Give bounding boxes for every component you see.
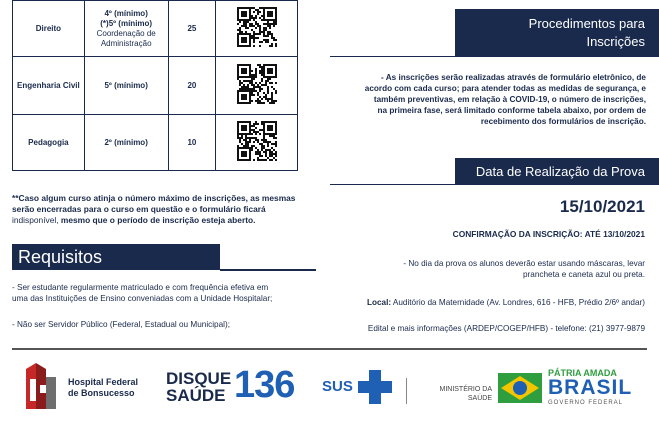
course-name: Engenharia Civil xyxy=(13,57,85,115)
disque-saude-logo xyxy=(166,364,306,410)
hospital-name: Hospital Federal xyxy=(68,377,139,387)
hospital-name: de Bonsucesso xyxy=(68,388,135,398)
heading-line: Inscrições xyxy=(586,34,645,49)
slots-cell: 25 xyxy=(168,1,216,57)
brazil-flag-icon xyxy=(498,373,542,403)
instruction-line: prancheta e caneta azul ou preta. xyxy=(523,270,645,279)
procedimentos-line: acordo com cada curso; para atender todas as medidas de segurança, e xyxy=(364,84,646,93)
procedimentos-line: - As inscrições serão realizadas através de formulário eletrônico, de xyxy=(381,73,646,82)
semester-line: (*)5º (mínimo) xyxy=(100,18,153,28)
hospital-logo xyxy=(22,359,162,415)
sus-text: SUS xyxy=(322,378,353,395)
course-name: Direito xyxy=(13,1,85,57)
requisitos-rule xyxy=(220,269,316,271)
semester-line: 4º (mínimo) xyxy=(104,8,148,18)
requisito-line: uma das Instituições de Ensino conveniadas com a Unidade Hospitalar; xyxy=(12,294,273,303)
procedimentos-rule xyxy=(330,56,455,57)
location-label: Local: xyxy=(366,298,392,307)
qr-code-icon[interactable] xyxy=(237,121,277,161)
contact-info: Edital e mais informações (ARDEP/COGEP/HFB) - telefone: (21) 3977-9879 xyxy=(367,324,645,333)
disque-number: 136 xyxy=(234,364,295,406)
qr-code-icon[interactable] xyxy=(237,7,277,47)
footer-divider xyxy=(12,348,647,350)
procedimentos-heading xyxy=(455,9,659,57)
requisito-item xyxy=(12,282,272,304)
semester-line: Administração xyxy=(100,38,152,48)
vertical-separator xyxy=(406,378,407,404)
exam-location xyxy=(367,297,645,308)
table-row xyxy=(13,115,298,171)
slots-cell: 10 xyxy=(168,115,216,171)
requisito-item: - Não ser Servidor Público (Federal, Estadual ou Municipal); xyxy=(12,320,230,329)
instruction-line: - No dia da prova os alunos deverão estar usando máscaras, levar xyxy=(403,259,645,268)
patria-text: PÁTRIA AMADA xyxy=(548,368,617,378)
exam-date: 15/10/2021 xyxy=(559,197,645,216)
confirmation-deadline: CONFIRMAÇÃO DA INSCRIÇÃO: ATÉ 13/10/2021 xyxy=(452,229,645,239)
course-name: Pedagogia xyxy=(13,115,85,171)
qr-cell xyxy=(216,57,298,115)
ministerio-text: SAÚDE xyxy=(467,395,492,402)
plus-cross-icon xyxy=(358,370,392,404)
requisito-line: - Ser estudante regularmente matriculado e com frequência efetiva em xyxy=(12,283,269,292)
prova-heading: Data de Realização da Prova xyxy=(455,158,659,185)
slots-cell: 20 xyxy=(168,57,216,115)
semester-cell: 5º (mínimo) xyxy=(84,57,168,115)
note-line xyxy=(12,215,312,226)
note-emphasis: mesmo que o período de inscrição esteja aberto. xyxy=(60,215,256,225)
procedimentos-line: recebimento dos formulários de inscrição. xyxy=(480,117,646,126)
procedimentos-text xyxy=(330,72,646,127)
ministerio-logo xyxy=(418,385,492,403)
sus-logo xyxy=(322,368,398,408)
courses-table xyxy=(12,0,298,171)
note-line: serão encerradas para o curso em questão e o formulário ficará xyxy=(12,204,266,214)
governo-federal-logo xyxy=(498,366,648,410)
requisitos-heading: Requisitos xyxy=(12,244,220,270)
procedimentos-line: na primeira fase, será limitado conforme tabela abaixo, por ordem de xyxy=(377,106,646,115)
semester-line: Coordenação de xyxy=(96,28,156,38)
table-row xyxy=(13,57,298,115)
semester-cell xyxy=(84,1,168,57)
note-text: indisponível, xyxy=(12,215,61,225)
note-line: **Caso algum curso atinja o número máximo de inscrições, as mesmas xyxy=(12,193,296,203)
qr-cell xyxy=(216,115,298,171)
qr-code-icon[interactable] xyxy=(237,64,277,104)
exam-instructions xyxy=(403,258,645,280)
heading-line: Procedimentos para xyxy=(528,16,645,31)
semester-cell: 2º (mínimo) xyxy=(84,115,168,171)
disque-text: DISQUE xyxy=(166,369,232,388)
prova-rule xyxy=(330,184,455,185)
table-row xyxy=(13,1,298,57)
procedimentos-line: também preventivas, em relação à COVID-19, o número de inscrições, xyxy=(373,95,646,104)
location-value: Auditório da Maternidade (Av. Londres, 616 - HFB, Prédio 2/6º andar) xyxy=(391,298,645,307)
capacity-note xyxy=(12,193,312,226)
governo-text: GOVERNO FEDERAL xyxy=(548,400,624,406)
brasil-text: BRASIL xyxy=(548,376,633,399)
qr-cell xyxy=(216,1,298,57)
ministerio-text: MINISTÉRIO DA xyxy=(439,386,492,393)
hfb-emblem-icon xyxy=(22,359,64,413)
saude-text: SAÚDE xyxy=(166,386,226,405)
